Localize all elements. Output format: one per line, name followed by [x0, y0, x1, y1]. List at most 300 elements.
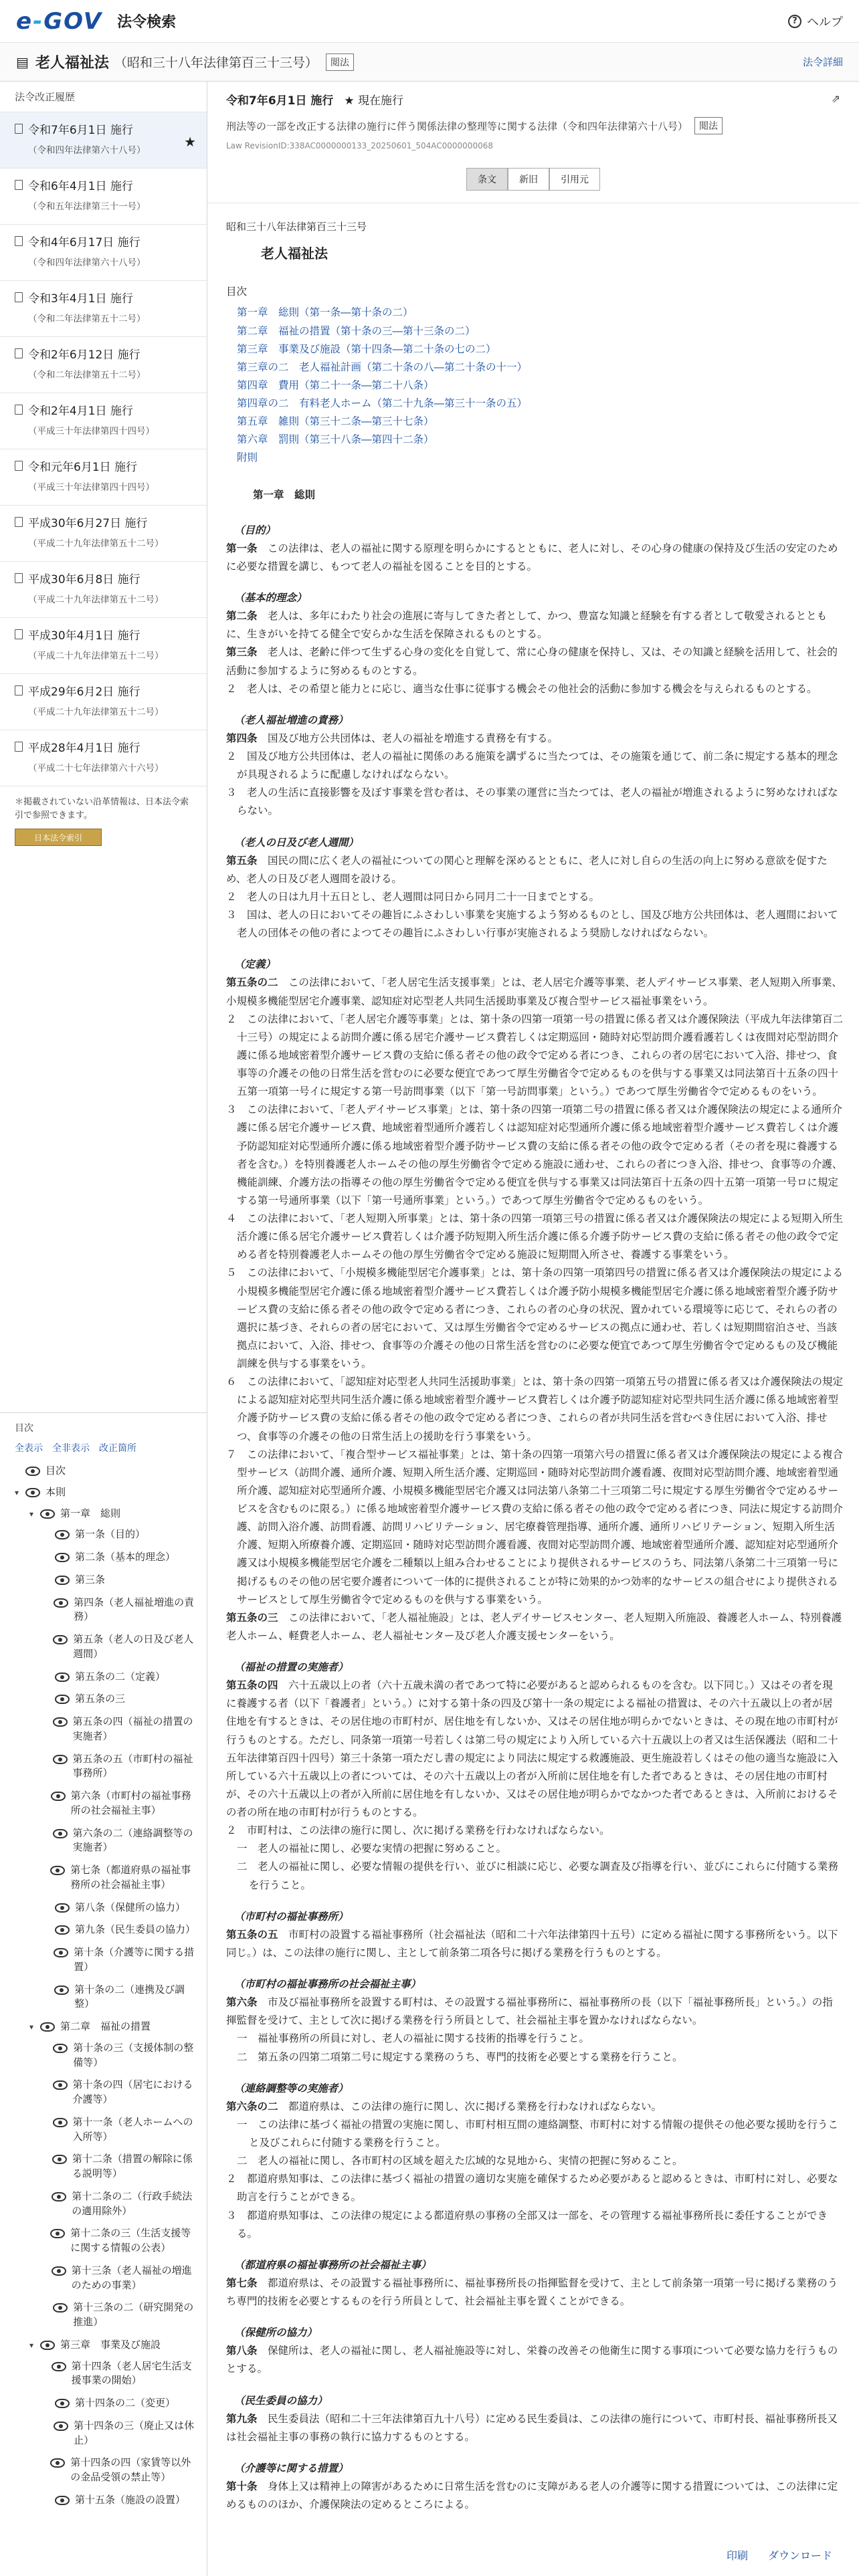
article-paragraph: [226, 1101, 843, 1210]
toc-link[interactable]: 第五章 雑則（第三十二条―第三十七条）: [237, 415, 434, 428]
paragraph-number: ３: [226, 1103, 237, 1116]
article-number: 第一条: [226, 542, 258, 554]
article-number: 第五条: [226, 854, 258, 867]
revision-law: （平成二十九年法律第五十二号）: [28, 595, 164, 605]
article-text: 都道府県は、その設置する福祉事務所に、福祉事務所長の指揮監督を受けて、主として前条第一項第一号に掲げる業務のうち専門的技術を必要とするものを行う所員として、社会福祉主事を置くことができる。: [226, 2276, 838, 2307]
paragraph-number: ２: [226, 2173, 237, 2185]
paragraph-number: ２: [226, 890, 237, 903]
article-number: 第五条の五: [226, 1928, 278, 1941]
revision-law: （平成二十九年法律第五十二号）: [28, 538, 164, 549]
eye-icon[interactable]: [55, 1903, 70, 1913]
article-text: 市町村は、この法律の施行に関し、次に掲げる業務を行わなければならない。: [247, 1824, 610, 1837]
revision-date-text: 令和元年6月1日 施行: [28, 461, 138, 474]
article-number: 第三条: [226, 646, 258, 659]
toc-tree-item[interactable]: [0, 2419, 207, 2448]
article-paragraph: [226, 906, 843, 942]
toc-tree-label: 第二条（基本的理念）: [75, 1551, 176, 1563]
revision-date: [15, 289, 192, 306]
toc-tree-item[interactable]: [0, 1983, 207, 2012]
article-text: この法律において、「老人デイサービス事業」とは、第十条の四第一項第二号の措置に係る者又は介護保険法の規定による通所介護に係る居宅介護サービス費、地域密着型通所介護若しくは認知症対応型通所介護に係る地域密着型介護サービス費若しくは介護予防認知症対応型通所介護に係る地域密着型介護予防サービス費の支給に係る者その他の政令で定める者（その者を現に養護する者を含む。）を特別養護老人ホームその他の厚生労働省令で定める施設に通わせ、これらの者につき入浴、排せつ、食事等の介護、機能訓練、介護方法の指導その他の厚生労働省令で定める便宜を供与する事業又は同法第百十五条の四十五第一項第一号ロに規定する第一号通所事業（以下「第一号通所事業」という。）であつて厚生労働省令で定めるものをいう。: [237, 1103, 843, 1206]
toc-tree-label: 第一条（目的）: [75, 1528, 146, 1541]
toc-tree-item[interactable]: [0, 1507, 207, 1521]
chevron-down-icon[interactable]: ▾: [29, 2022, 34, 2032]
revision-id: Law RevisionID:338AC0000000133_20250601_504AC0000000068: [226, 141, 493, 150]
article-text: 都道府県知事は、この法律に基づく福祉の措置の適切な実施を確保するため必要があると認めるときは、市町村に対し、必要な助言を行うことができる。: [237, 2173, 838, 2204]
toc-tree-item[interactable]: [0, 1789, 207, 1818]
article: [226, 540, 843, 576]
file-icon: [15, 348, 23, 358]
eye-icon[interactable]: [54, 1948, 68, 1957]
toc-tree-label: 第十四条の三（廃止又は休止）: [74, 2419, 195, 2446]
article-caption: （都道府県の福祉事務所の社会福祉主事）: [234, 2258, 432, 2271]
document-icon: ▤: [16, 53, 29, 70]
toc-tree-item[interactable]: [0, 1464, 207, 1479]
revision-item[interactable]: [0, 393, 207, 449]
eye-icon[interactable]: [54, 1985, 69, 1995]
article-paragraph: [226, 1446, 843, 1609]
article-number: 第二条: [226, 610, 258, 623]
article-number: 第九条: [226, 2412, 258, 2425]
revision-sidebar: [0, 82, 207, 2576]
eye-icon[interactable]: [50, 2458, 65, 2468]
revision-date-text: 令和2年6月12日 施行: [28, 348, 140, 362]
toc-tree-label: 第十二条の二（行政手続法の適用除外）: [72, 2189, 193, 2217]
article-text: この法律において、「老人福祉施設」とは、老人デイサービスセンター、老人短期入所施設、養護老人ホーム、特別養護老人ホーム、軽費老人ホーム、老人福祉センター及び老人介護支援センターをいう。: [226, 1611, 842, 1642]
revision-date: [15, 457, 192, 474]
eye-icon[interactable]: [53, 1755, 68, 1764]
toc-tree-item[interactable]: [0, 2300, 207, 2330]
toc-tree-item[interactable]: [0, 2493, 207, 2508]
toc-tree-label: 第十条の三（支援体制の整備等）: [73, 2041, 194, 2068]
toc-tree-item[interactable]: [0, 1752, 207, 1782]
eye-icon[interactable]: [50, 2229, 65, 2238]
toc-tree-label: 第十三条（老人福祉の増進のための事業）: [71, 2264, 192, 2291]
egov-logo[interactable]: e-GOV: [16, 7, 103, 35]
toc-tree-item[interactable]: [0, 1901, 207, 1915]
eye-icon[interactable]: [52, 2155, 67, 2164]
article-number: 第八条: [226, 2345, 258, 2357]
law-title: 老人福祉法: [35, 55, 109, 72]
revision-item[interactable]: [0, 168, 207, 224]
site-header: [0, 0, 859, 43]
file-icon: [15, 461, 23, 471]
revision-date-text: 平成29年6月2日 施行: [28, 685, 140, 699]
current-revision-date: 令和7年6月1日 施行: [226, 94, 334, 108]
toc-hide-all[interactable]: 全非表示: [52, 1443, 90, 1454]
toc-tree-label: 第十一条（老人ホームへの入所等）: [72, 2115, 193, 2143]
article-text: 六十五歳以上の者（六十五歳未満の者であつて特に必要があると認められるものを含む。以下同じ。）又はその者を現に養護する者（以下「養護者」という。）に対する第十条の四及び第十一条の規定による福祉の措置は、その六十五歳以上の者が居住地を有するときは、その居住地の市町村が、居住地を有しないか、又はその居住地が明らかでないときは、その現在地の市町村が行うものとする。ただし、同条第一項第一号若しくは第二号の規定により入所している六十五歳以上の者又は生活保護法（昭和二十五年法律第百四十四号）第三十条第一項ただし書の規定により同法に規定する救護施設、更生施設若しくはその他の適当な施設に入所している六十五歳以上の者については、その六十五歳以上の者が入所前に居住地を有した者であるときは、その居住地の市町村が、その六十五歳以上の者が入所前に居住地を有しないか、又はその居住地が明らかでなかつた者であるときは、入所前におけるその者の所在地の市町村が行うものとする。: [226, 1679, 838, 1818]
eye-icon[interactable]: [53, 2044, 68, 2053]
revision-law-name: 刑法等の一部を改正する法律の施行に伴う関係法律の整理等に関する法律（令和四年法律第六十八号）: [226, 120, 688, 132]
toc-tree-label: 第十四条（老人居宅生活支援事業の開始）: [71, 2359, 192, 2387]
toc-tree-item[interactable]: [0, 1715, 207, 1744]
article-item: [226, 1858, 843, 1894]
eye-icon[interactable]: [40, 1509, 55, 1519]
revision-date: [15, 570, 192, 586]
paragraph-number: ６: [226, 1376, 237, 1388]
revision-law: （平成二十九年法律第五十二号）: [28, 651, 164, 661]
chevron-down-icon[interactable]: ▾: [29, 2340, 34, 2350]
eye-icon[interactable]: [52, 2192, 66, 2202]
revision-note: ＊掲載されていない沿革情報は、日本法令索引で参照できます。: [0, 786, 207, 825]
revision-law: （平成二十九年法律第五十二号）: [28, 707, 164, 718]
article-caption: （民生委員の協力）: [234, 2394, 328, 2407]
toc-tree-item[interactable]: [0, 2338, 207, 2353]
revision-date-text: 令和4年6月17日 施行: [28, 236, 140, 249]
toc-tree-item[interactable]: [0, 2359, 207, 2389]
toc-tree-item[interactable]: [0, 2226, 207, 2256]
toc-tree-item[interactable]: [0, 1632, 207, 1662]
revision-date-text: 平成30年6月27日 施行: [28, 517, 148, 530]
paragraph-number: ２: [226, 1012, 237, 1025]
toc-tree-item[interactable]: [0, 1945, 207, 1975]
paragraph-number: ４: [226, 1212, 237, 1224]
article-paragraph: [226, 784, 843, 820]
article: [226, 643, 843, 679]
paragraph-number: 一: [237, 1842, 248, 1855]
toc-tree-label: 目次: [45, 1465, 66, 1477]
toc-tree-label: 第八条（保健所の協力）: [75, 1901, 186, 1913]
chevron-down-icon[interactable]: ▾: [15, 1487, 19, 1497]
article-text: 保健所は、老人の福祉に関し、老人福祉施設等に対し、栄養の改善その他衛生に関する事項について必要な協力を行うものとする。: [226, 2345, 838, 2375]
article-text: 老人の日は九月十五日とし、老人週間は同日から同月二十一日までとする。: [247, 890, 600, 903]
revision-law: （平成二十七年法律第六十六号）: [28, 763, 164, 774]
toc-tree-label: 第十四条の二（変更）: [75, 2397, 176, 2409]
toc-heading: 目次: [226, 286, 248, 298]
article-text: この法律において、「小規模多機能型居宅介護事業」とは、第十条の四第一項第四号の措置に係る者又は介護保険法の規定による小規模多機能型居宅介護に係る地域密着型介護サービス費若しくは介護予防小規模多機能型居宅介護に係る地域密着型介護予防サービス費の支給に係る者その他の政令で定める者につき、これらの者の心身の状況、置かれている環境等に応じて、それらの者の選択に基づき、それらの者の居宅において、又は厚生労働省令で定めるサービスの拠点に通わせ、若しくは短期間宿泊させ、当該拠点において、入浴、排せつ、食事等の介護その他の日常生活を営むのに必要な便宜であつて厚生労働省令で定めるもの及び機能訓練を供与する事業をいう。: [237, 1267, 843, 1370]
law-index-banner[interactable]: 日本法令索引: [15, 829, 102, 846]
file-icon: [15, 629, 23, 639]
toc-tree-item[interactable]: [0, 1527, 207, 1542]
site-title: 法令検索: [117, 14, 177, 31]
file-icon: [15, 685, 23, 695]
toc-tree-item[interactable]: [0, 1692, 207, 1707]
eye-icon[interactable]: [53, 1829, 68, 1838]
chapter-title: 第一章 総則: [253, 488, 316, 501]
file-icon: [15, 517, 23, 527]
revision-date: [15, 345, 192, 362]
revision-item[interactable]: [0, 112, 207, 168]
reference-badge[interactable]: 閲法: [326, 53, 354, 71]
article-caption: （市町村の福祉事務所）: [234, 1910, 349, 1923]
article: [226, 607, 843, 643]
article-paragraph: [226, 2207, 843, 2243]
toc-tree-item[interactable]: [0, 1670, 207, 1685]
paragraph-number: ５: [226, 1267, 237, 1279]
eye-icon[interactable]: [25, 1467, 40, 1476]
revision-item[interactable]: [0, 617, 207, 673]
article-text: この法律において、「老人居宅生活支援事業」とは、老人居宅介護等事業、老人デイサービス事業、老人短期入所事業、小規模多機能型居宅介護事業、認知症対応型老人共同生活援助事業及び複合型サービス福祉事業をいう。: [226, 976, 842, 1007]
toc-tree-item[interactable]: [0, 2152, 207, 2181]
article-caption: （定義）: [234, 958, 276, 971]
paragraph-number: ３: [226, 786, 237, 799]
article: [226, 2478, 843, 2514]
article-number: 第六条: [226, 1996, 258, 2009]
toc-tree-label: 第五条の四（福祉の措置の実施者）: [72, 1715, 193, 1742]
revision-badge[interactable]: 閲法: [694, 117, 723, 134]
article: [226, 2098, 843, 2116]
revision-law: （令和四年法律第六十八号）: [28, 145, 146, 156]
revision-item[interactable]: [0, 673, 207, 730]
article-paragraph: [226, 1264, 843, 1373]
eye-icon[interactable]: [55, 1925, 70, 1935]
article: [226, 2342, 843, 2378]
toc-tree-label: 本則: [45, 1485, 66, 1498]
revision-date-text: 令和7年6月1日 施行: [28, 124, 133, 137]
article-text: 国民の間に広く老人の福祉についての関心と理解を深めるとともに、老人に対し自らの生活の向上に努める意欲を促すため、老人の日及び老人週間を設ける。: [226, 854, 828, 885]
article: [226, 2274, 843, 2311]
article: [226, 2410, 843, 2446]
revision-date-text: 令和2年4月1日 施行: [28, 405, 133, 418]
toc-link[interactable]: 第一章 総則（第一条―第十条の二）: [237, 306, 413, 319]
toc-link[interactable]: 附則: [237, 451, 258, 464]
article-caption: （福祉の措置の実施者）: [234, 1661, 349, 1673]
revision-law: （令和二年法律第五十二号）: [28, 314, 146, 324]
revision-item[interactable]: [0, 505, 207, 561]
eye-icon[interactable]: [55, 1553, 70, 1562]
article-text: この法律において、「老人短期入所事業」とは、第十条の四第一項第三号の措置に係る者又は介護保険法の規定による短期入所生活介護に係る居宅介護サービス費若しくは介護予防短期入所生活介護に係る介護予防サービス費の支給に係る者その他の政令で定める者を特別養護老人ホームその他の厚生労働省令で定める施設に短期間入所させ、養護する事業をいう。: [237, 1212, 843, 1261]
law-number: （昭和三十八年法律第百三十三号）: [114, 56, 318, 70]
article-paragraph: [226, 2170, 843, 2206]
article-number: 第五条の四: [226, 1679, 278, 1692]
paragraph-number: ２: [226, 1824, 237, 1837]
toc-link[interactable]: 第三章の二 老人福祉計画（第二十条の八―第二十条の十一）: [237, 360, 528, 373]
file-icon: [15, 742, 23, 752]
eye-icon[interactable]: [53, 2080, 68, 2090]
article-text: 老人の福祉に関し、必要な実情の把握に努めること。: [258, 1842, 507, 1855]
paragraph-number: ３: [226, 909, 237, 921]
help-icon: ?: [788, 15, 801, 28]
eye-icon[interactable]: [55, 1576, 70, 1585]
revision-date: [15, 682, 192, 699]
eye-icon[interactable]: [55, 1673, 70, 1682]
eye-icon[interactable]: [52, 2266, 66, 2276]
article: [226, 1677, 843, 1822]
article-paragraph: [226, 888, 843, 906]
toc-tree-item[interactable]: [0, 2189, 207, 2219]
toc-tree-label: 第十四条の四（家賃等以外の金品受領の禁止等）: [70, 2456, 191, 2483]
tab-cited-by[interactable]: 引用元: [549, 168, 600, 191]
help-label: ヘルプ: [807, 15, 843, 29]
revision-item[interactable]: [0, 449, 207, 505]
paragraph-number: 一: [237, 2032, 248, 2045]
revision-date: [15, 233, 192, 249]
tab-comparison[interactable]: 新旧: [508, 168, 549, 191]
paragraph-number: ２: [226, 750, 237, 762]
toc-tree-item[interactable]: [0, 1596, 207, 1625]
paragraph-number: 二: [237, 2050, 248, 2063]
article: [226, 974, 843, 1010]
article-number: 第四条: [226, 732, 258, 744]
article-text: 市町村の設置する福祉事務所（社会福祉法（昭和二十六年法律第四十五号）に定める福祉に関する事務所をいう。以下同じ。）は、この法律の施行に関し、主として前条第二項各号に掲げる業務を行うものとする。: [226, 1928, 838, 1959]
eye-icon[interactable]: [40, 2341, 55, 2350]
toc-tree-item[interactable]: [0, 2020, 207, 2034]
article-caption: （老人の日及び老人週間）: [234, 836, 359, 849]
toc-tree-label: 第十五条（施設の設置）: [75, 2493, 186, 2506]
download-link[interactable]: ダウンロード: [767, 2549, 832, 2562]
article-text: 老人の福祉に関し、必要な情報の提供を行い、並びに相談に応じ、必要な調査及び指導を行い、並びにこれらに付随する業務を行うこと。: [249, 1860, 839, 1891]
toc-tree-label: 第十条の二（連携及び調整）: [74, 1983, 185, 2010]
toc-tree-item[interactable]: [0, 2396, 207, 2411]
toc-tree-item[interactable]: [0, 1863, 207, 1893]
help-button[interactable]: [788, 13, 843, 30]
article-paragraph: [226, 1210, 843, 1264]
revision-date: [15, 626, 192, 643]
article: [226, 1926, 843, 1962]
star-icon: ★: [344, 94, 359, 108]
article: [226, 852, 843, 888]
law-detail-link[interactable]: 法令詳細: [802, 56, 843, 68]
current-status: ★ 現在施行: [344, 94, 404, 108]
toc-tree-label: 第六条の二（連絡調整等の実施者）: [72, 1826, 193, 1854]
toc-tree-item[interactable]: [0, 2456, 207, 2485]
eye-icon[interactable]: [53, 2118, 68, 2127]
toc-tree-label: 第十条（介護等に関する措置）: [74, 1946, 195, 1973]
toc-panel: [0, 1412, 207, 2516]
toc-tree-item[interactable]: [0, 2115, 207, 2145]
article-text: 身体上又は精神上の障害があるために日常生活を営むのに支障がある老人の介護等に関する措置については、この法律に定めるもののほか、介護保険法の定めるところによる。: [226, 2480, 838, 2511]
revision-item[interactable]: [0, 336, 207, 393]
toc-tree-item[interactable]: [0, 1550, 207, 1565]
toc-link[interactable]: 第二章 福祉の措置（第十条の三―第十三条の二）: [237, 324, 476, 337]
revision-date-text: 平成30年6月8日 施行: [28, 573, 140, 586]
print-link[interactable]: 印刷: [726, 2549, 748, 2562]
article-item: [226, 2048, 843, 2066]
revision-date: [15, 738, 192, 755]
view-tabs: [207, 168, 859, 203]
star-icon[interactable]: ★: [184, 134, 196, 150]
article-paragraph: [226, 1373, 843, 1446]
article-caption: （老人福祉増進の責務）: [234, 714, 349, 726]
article-caption: （連絡調整等の実施者）: [234, 2082, 349, 2095]
toc-tree-label: 第三条: [75, 1573, 106, 1586]
eye-icon[interactable]: [55, 2399, 70, 2408]
revision-date-text: 平成28年4月1日 施行: [28, 742, 140, 755]
toc-link[interactable]: 第三章 事業及び施設（第十四条―第二十条の七の二）: [237, 342, 496, 355]
toc-show-all[interactable]: 全表示: [15, 1443, 43, 1454]
toc-tree-item[interactable]: [0, 2078, 207, 2107]
article-item: [226, 1840, 843, 1858]
article: [226, 1609, 843, 1645]
eye-icon[interactable]: [52, 2362, 66, 2371]
toc-tree-label: 第五条（老人の日及び老人週間）: [73, 1633, 194, 1660]
eye-icon[interactable]: [53, 1717, 68, 1727]
file-icon: [15, 236, 23, 246]
toc-tree-label: 第三章 事業及び施設: [60, 2338, 161, 2351]
article-number: 第五条の三: [226, 1611, 278, 1624]
file-icon: [15, 180, 23, 190]
article-text: この法律に基づく福祉の措置の実施に関し、市町村相互間の連絡調整、市町村に対する情報の提供その他必要な援助を行うこと及びこれらに付随する業務を行うこと。: [249, 2118, 839, 2149]
paragraph-number: ３: [226, 2209, 237, 2222]
eye-icon[interactable]: [53, 1635, 68, 1644]
paragraph-number: 二: [237, 2155, 248, 2167]
revision-date: [15, 401, 192, 418]
revision-history-heading: 法令改正履歴: [15, 91, 76, 103]
toc-tree-label: 第五条の二（定義）: [75, 1670, 166, 1683]
toc-tree-item[interactable]: [0, 1485, 207, 1500]
revision-law: （令和四年法律第六十八号）: [28, 257, 146, 268]
toc-tree-label: 第一章 総則: [60, 1507, 121, 1519]
toc-tree-item[interactable]: [0, 1573, 207, 1588]
paragraph-number: 一: [237, 2118, 248, 2131]
article-caption: （保健所の協力）: [234, 2327, 318, 2339]
article-text: 老人は、その希望と能力とに応じ、適当な仕事に従事する機会その他社会的活動に参加する機会を与えられるものとする。: [247, 682, 818, 695]
article-text: 老人の福祉に関し、各市町村の区域を超えた広域的な見地から、実情の把握に努めること。: [258, 2155, 683, 2167]
toc-tree-label: 第十二条（措置の解除に係る説明等）: [72, 2153, 193, 2179]
revision-date: [15, 177, 192, 193]
revision-item[interactable]: [0, 730, 207, 786]
article-number: 第十条: [226, 2480, 258, 2492]
chevron-down-icon[interactable]: ▾: [29, 1509, 34, 1519]
eye-icon[interactable]: [51, 1792, 66, 1801]
article-text: 老人は、多年にわたり社会の進展に寄与してきた者として、かつ、豊富な知識と経験を有する者として敬愛されるとともに、生きがいを持てる健全で安らかな生活を保障されるものとする。: [226, 610, 828, 641]
article-item: [226, 2116, 843, 2152]
article-text: この法律において、「老人居宅介護等事業」とは、第十条の四第一項第一号の措置に係る者又は介護保険法（平成九年法律第百二十三号）の規定による訪問介護に係る居宅介護サービス費若しくは定期巡回・随時対応型訪問介護看護若しくは夜間対応型訪問介護に係る地域密着型介護サービス費の支給に係る者その他の政令で定める者につき、これらの者の居宅において入浴、排せつ、食事等の介護その他の日常生活を営むのに必要な便宜であつて厚生労働省令で定めるものを供与する事業又は同法第百十五条の四十五第一項第一号イに規定する第一号訪問事業（以下「第一号訪問事業」という。）であつて厚生労働省令で定めるものをいう。: [237, 1012, 843, 1098]
article-text: 国は、老人の日においてその趣旨にふさわしい事業を実施するよう努めるものとし、国及び地方公共団体は、老人週間において老人の団体その他の者によつてその趣旨にふさわしい行事が実施されるよう奨励しなければならない。: [237, 909, 838, 940]
article-number: 第七条: [226, 2276, 258, 2289]
revision-date-text: 平成30年4月1日 施行: [28, 629, 140, 643]
eye-icon[interactable]: [53, 2303, 68, 2313]
article-caption: （市町村の福祉事務所の社会福祉主事）: [234, 1978, 421, 1990]
article-item: [226, 2152, 843, 2170]
law-body-name: 老人福祉法: [261, 245, 328, 262]
eye-icon[interactable]: [50, 1866, 65, 1875]
revision-list: [0, 112, 207, 786]
article-text: 都道府県は、この法律の施行に関し、次に掲げる業務を行わなければならない。: [288, 2100, 662, 2113]
article-paragraph: [226, 1010, 843, 1101]
toc-amended[interactable]: 改正箇所: [99, 1443, 136, 1454]
eye-icon[interactable]: [40, 2022, 55, 2032]
article-text: この法律は、老人の福祉に関する原理を明らかにするとともに、老人に対し、その心身の健康の保持及び生活の安定のために必要な措置を講じ、もつて老人の福祉を図ることを目的とする。: [226, 542, 838, 572]
revision-law: （令和五年法律第三十一号）: [28, 201, 146, 212]
law-main: [207, 82, 859, 2576]
toc-tree-item[interactable]: [0, 2264, 207, 2293]
revision-item[interactable]: [0, 561, 207, 617]
article-text: 市及び福祉事務所を設置する町村は、その設置する福祉事務所に、福祉事務所の長（以下「福祉事務所長」という。）の指揮監督を受けて、主として次に掲げる業務を行う所員として、社会福祉主事を置かなければならない。: [226, 1996, 833, 2027]
article-number: 第六条の二: [226, 2100, 278, 2113]
eye-icon[interactable]: [54, 1598, 68, 1608]
revision-law: （令和二年法律第五十二号）: [28, 370, 146, 381]
toc-tree-label: 第九条（民生委員の協力）: [75, 1923, 196, 1936]
toc-tree: [0, 1464, 207, 2508]
revision-item[interactable]: [0, 224, 207, 280]
eye-icon[interactable]: [25, 1488, 40, 1497]
revision-date: [15, 120, 192, 137]
article-text: 第五条の四第二項第二号に規定する業務のうち、専門的技術を必要とする業務を行うこと。: [258, 2050, 683, 2063]
toc-tree-label: 第十二条の三（生活支援等に関する情報の公表）: [70, 2227, 191, 2254]
revision-item[interactable]: [0, 280, 207, 336]
toc-link[interactable]: 第六章 罰則（第三十八条―第四十二条）: [237, 433, 434, 446]
article-text: 老人の生活に直接影響を及ぼす事業を営む者は、その事業の運営に当たつては、老人の福祉が増進されるように努めなければならない。: [237, 786, 838, 817]
article-text: この法律において、「複合型サービス福祉事業」とは、第十条の四第一項第六号の措置に係る者又は介護保険法の規定による複合型サービス（訪問介護、通所介護、短期入所生活介護、定期巡回・随時対応型訪問介護看護、夜間対応型訪問介護、地域密着型通所介護、認知症対応型通所介護、小規模多機能型居宅介護又は同法第八条第二十三項第二号に規定する厚生労働省令で定めるサービスを含むものに限る。）に係る地域密着型介護サービス費の支給に係る者その他の政令で定める者につき、同法に規定する訪問介護、訪問入浴介護、訪問看護、訪問リハビリテーション、居宅療養管理指導、通所介護、通所リハビリテーション、短期入所生活介護、短期入所療養介護、定期巡回・随時対応型訪問介護看護、夜間対応型訪問介護、地域密着型通所介護、認知症対応型通所介護又は小規模多機能型居宅介護を二種類以上組み合わせることにより提供されるサービスのうち、同法第八条第二十三項第一号に掲げるものその他の居宅要介護者について一体的に提供されることが特に効果的かつ効率的なサービスの組合せにより提供されるサービスとして厚生労働省令で定めるものを供与する事業をいう。: [237, 1448, 843, 1606]
toc-tree-item[interactable]: [0, 1923, 207, 1937]
article-text: 民生委員法（昭和二十三年法律第百九十八号）に定める民生委員は、この法律の施行について、市町村長、福祉事務所長又は社会福祉主事の事務の執行に協力するものとする。: [226, 2412, 838, 2443]
toc-link[interactable]: 第四章 費用（第二十一条―第二十八条）: [237, 379, 434, 391]
article-number: 第五条の二: [226, 976, 278, 989]
external-link-icon[interactable]: ⇗: [831, 92, 840, 105]
eye-icon[interactable]: [55, 1695, 70, 1704]
toc-tree-item[interactable]: [0, 2041, 207, 2070]
toc-tree-item[interactable]: [0, 1826, 207, 1856]
toc-link[interactable]: 第四章の二 有料老人ホーム（第二十九条―第三十一条の五）: [237, 397, 528, 409]
paragraph-number: ７: [226, 1448, 237, 1461]
tab-articles[interactable]: 条文: [466, 168, 508, 191]
eye-icon[interactable]: [55, 1530, 70, 1539]
eye-icon[interactable]: [54, 2422, 68, 2431]
footer-links: [727, 2547, 832, 2563]
file-icon: [15, 292, 23, 302]
eye-icon[interactable]: [55, 2496, 70, 2505]
